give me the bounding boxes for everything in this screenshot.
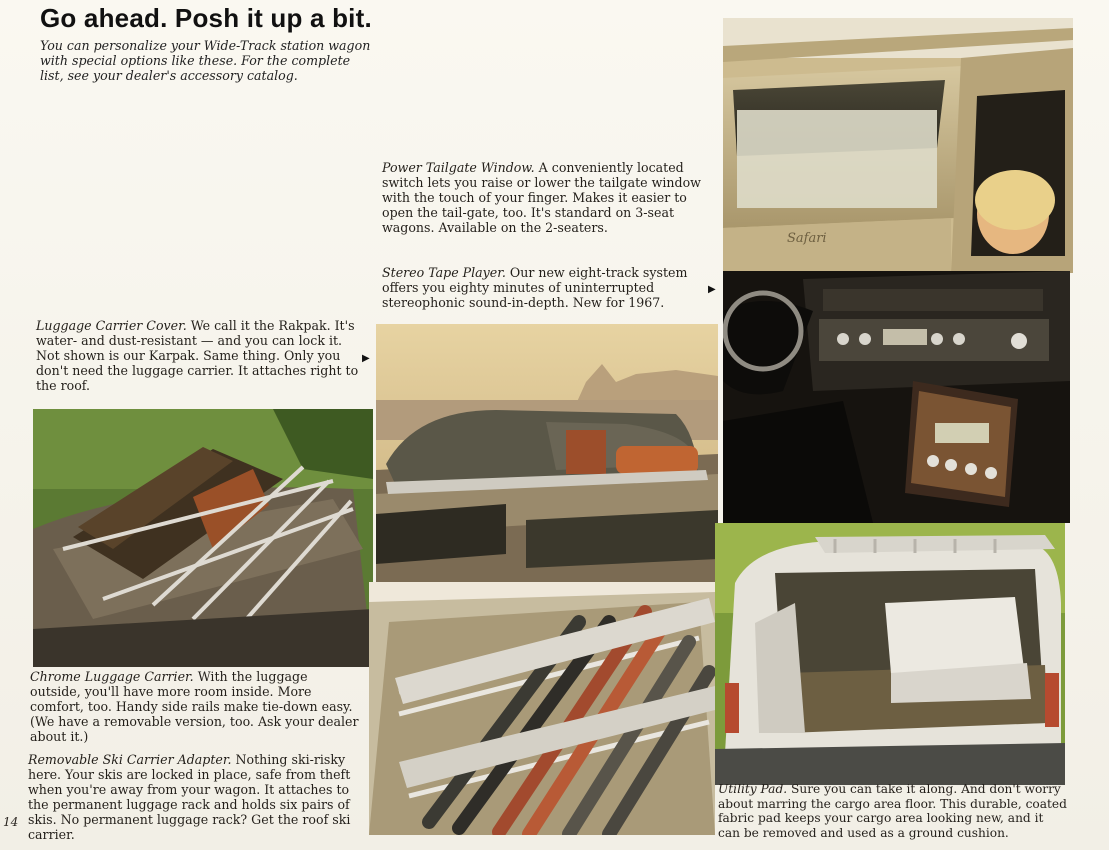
caption-utility-pad-title: Utility Pad. [718,782,788,796]
caption-luggage-cover [36,318,366,393]
caption-chrome-carrier-title: Chrome Luggage Carrier. [30,669,194,684]
ski-carrier-illustration [369,582,715,835]
chrome-carrier-illustration [33,409,373,667]
caption-stereo-tape-body: Our new eight-track system offers you eighty minutes of uninterrupted stereophonic sound-in-depth. New for 1967. [382,265,688,310]
safari-script-badge: Safari [787,231,827,246]
caption-ski-carrier-title: Removable Ski Carrier Adapter. [28,752,232,767]
photo-stereo-tape [723,271,1070,523]
arrow-right-icon: ▶ [708,284,716,295]
utility-pad-illustration [715,523,1065,785]
photo-ski-carrier [369,582,715,835]
caption-ski-carrier-body: Nothing ski-risky here. Your skis are locked in place, safe from theft when you're away from your wagon. It attaches to the permanent luggage rack and holds six pairs of skis. No permanent luggage rack? Get the roof ski carrier. [28,752,351,842]
rakpak-illustration [376,324,718,583]
photo-luggage-cover [376,324,718,583]
intro-text: You can personalize your Wide-Track station wagon with special options like these. For the complete list, see your dealer's accessory catalog. [40,38,371,83]
photo-chrome-carrier [33,409,373,667]
caption-chrome-carrier [30,669,360,744]
photo-utility-pad [715,523,1065,785]
caption-power-tailgate-title: Power Tailgate Window. [382,160,535,175]
caption-power-tailgate-body: A conveniently located switch lets you raise or lower the tailgate window with the touch of your finger. Makes it easier to open the tail-gate, too. It's standard on 3-seat wagons. Available on the 2-seaters. [382,160,701,235]
caption-power-tailgate [382,160,722,235]
caption-chrome-carrier-body: With the luggage outside, you'll have more room inside. More comfort, too. Handy side rails make tie-down easy. (We have a removable version, too. Ask your dealer about it.) [30,669,359,744]
caption-luggage-cover-body: We call it the Rakpak. It's water- and dust-resistant — and you can lock it. Not shown is our Karpak. Same thing. Only you don't need the luggage carrier. It attaches right to the roof. [36,318,359,393]
page-number: 14 [3,815,19,829]
page-headline: Go ahead. Posh it up a bit. [40,3,372,33]
photo-power-tailgate [723,18,1073,273]
tailgate-illustration [723,18,1073,273]
caption-utility-pad-body: Sure you can take it along. And don't worry about marring the cargo area floor. This durable, coated fabric pad keeps your cargo area looking new, and it can be removed and used as a ground cushion. [718,782,1067,840]
caption-luggage-cover-title: Luggage Carrier Cover. [36,318,187,333]
caption-stereo-tape [382,265,718,310]
caption-stereo-tape-title: Stereo Tape Player. [382,265,506,280]
caption-ski-carrier [28,752,362,842]
caption-utility-pad [718,782,1068,840]
arrow-right-icon: ▶ [362,353,370,364]
dashboard-illustration [723,271,1070,523]
